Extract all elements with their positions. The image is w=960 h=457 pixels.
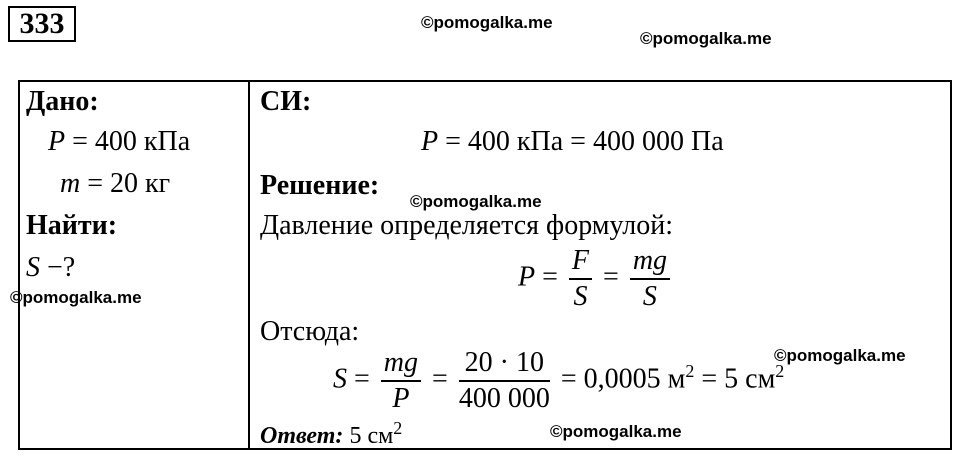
watermark: ©pomogalka.me	[410, 192, 542, 211]
watermark: ©pomogalka.me	[774, 346, 906, 365]
si-conversion: P = 400 кПа = 400 000 Па	[421, 126, 724, 157]
find-value: S −?	[26, 252, 76, 283]
problem-number: 333	[8, 6, 76, 42]
watermark: ©pomogalka.me	[640, 29, 772, 48]
column-divider	[248, 80, 250, 450]
solution-text: Давление определяется формулой:	[260, 210, 673, 241]
solution-heading: Решение:	[260, 170, 380, 201]
watermark: ©pomogalka.me	[421, 13, 553, 32]
pressure-formula: P = $\frac{F}{S}$ = $\frac{mg}{S}$	[518, 244, 674, 314]
si-heading: СИ:	[260, 86, 312, 117]
solution-hence: Отсюда:	[260, 316, 360, 347]
given-heading: Дано:	[26, 86, 99, 117]
area-formula: S = $\frac{mg}{P}$ = $\frac{20 \cdot 10}{400 000}$ = 0,0005 $м^2 = 5$ $см^2$	[333, 347, 785, 414]
watermark: ©pomogalka.me	[550, 422, 682, 441]
watermark: ©pomogalka.me	[10, 288, 142, 307]
given-pressure: P = 400 кПа	[48, 126, 191, 157]
answer: Ответ: 5 $см^2$	[260, 418, 403, 449]
find-heading: Найти:	[26, 210, 118, 241]
given-mass: m = 20 кг	[60, 168, 171, 199]
